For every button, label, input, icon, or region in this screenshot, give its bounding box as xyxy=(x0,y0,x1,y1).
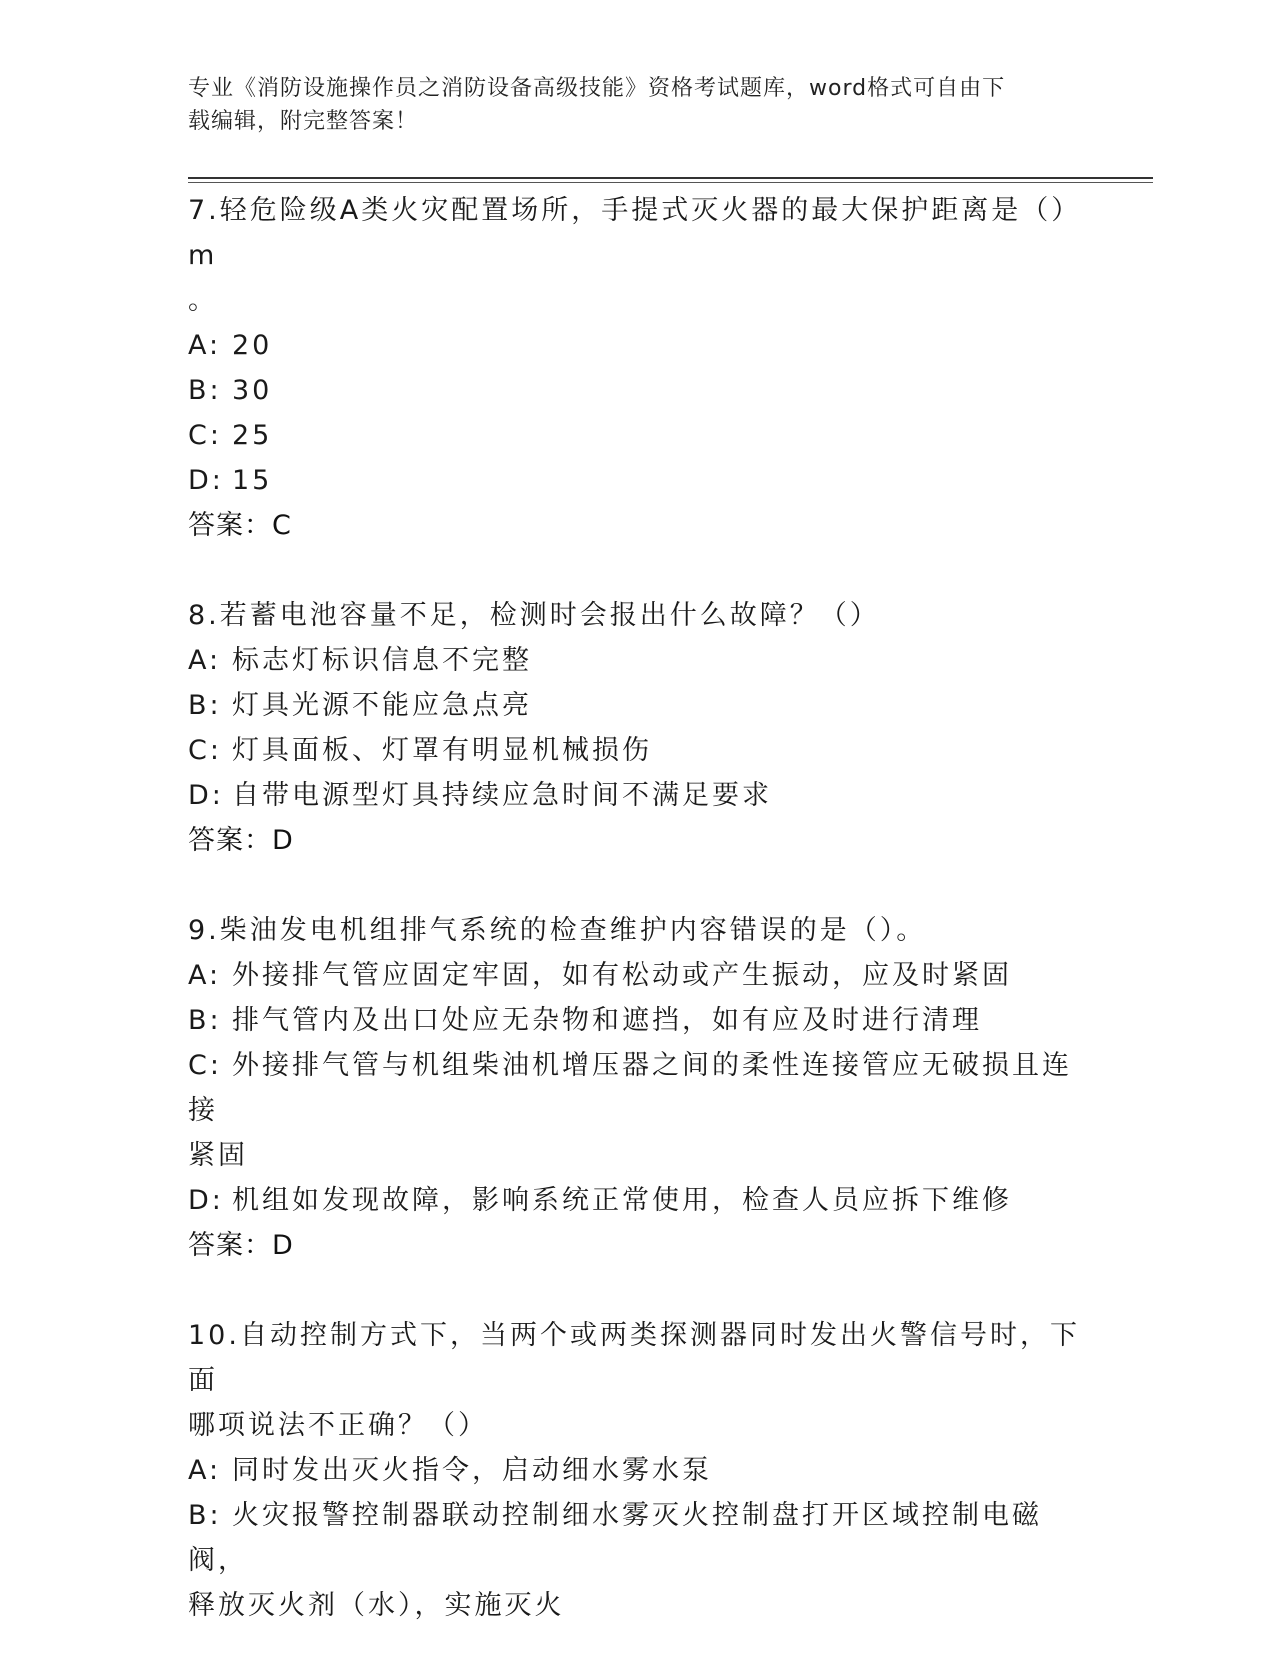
answer-key: 答案：C xyxy=(188,510,292,541)
answer-key: 答案：D xyxy=(188,1230,294,1261)
question-stem: 10.自动控制方式下，当两个或两类探测器同时发出火警信号时，下面 xyxy=(188,1320,1080,1396)
document-header xyxy=(188,72,1068,138)
option-label: C: xyxy=(188,1050,222,1081)
option-text: 排气管内及出口处应无杂物和遮挡，如有应及时进行清理 xyxy=(232,1005,982,1036)
option-text: 20 xyxy=(232,330,273,361)
option-a xyxy=(188,323,1088,368)
header-line-1: 专业《消防设施操作员之消防设备高级技能》资格考试题库，word格式可自由下 xyxy=(188,76,1006,101)
option-text: 机组如发现故障，影响系统正常使用，检查人员应拆下维修 xyxy=(232,1185,1012,1216)
header-divider-thick xyxy=(188,177,1153,179)
option-text: 自带电源型灯具持续应急时间不满足要求 xyxy=(232,780,772,811)
option-a xyxy=(188,638,1088,683)
option-text: 火灾报警控制器联动控制细水雾灭火控制盘打开区域控制电磁阀， xyxy=(188,1500,1042,1576)
option-c-continued: 紧固 xyxy=(188,1140,248,1171)
option-b xyxy=(188,1493,1088,1583)
option-a xyxy=(188,1448,1088,1493)
option-text: 外接排气管应固定牢固，如有松动或产生振动，应及时紧固 xyxy=(232,960,1012,991)
option-label: B: xyxy=(188,690,222,721)
question-8 xyxy=(188,593,1088,863)
option-d xyxy=(188,1178,1088,1223)
question-10 xyxy=(188,1313,1088,1628)
option-label: B: xyxy=(188,1005,222,1036)
option-text: 同时发出灭火指令，启动细水雾水泵 xyxy=(232,1455,712,1486)
option-label: D: xyxy=(188,1185,224,1216)
question-stem: 7.轻危险级A类火灾配置场所，手提式灭火器的最大保护距离是（）m xyxy=(188,195,1082,271)
option-label: D: xyxy=(188,780,224,811)
option-label: A: xyxy=(188,1455,222,1486)
option-text: 25 xyxy=(232,420,273,451)
question-stem: 9.柴油发电机组排气系统的检查维护内容错误的是（）。 xyxy=(188,915,927,946)
option-c xyxy=(188,413,1088,458)
option-label: B: xyxy=(188,1500,222,1531)
option-c xyxy=(188,1043,1088,1133)
option-c xyxy=(188,728,1088,773)
question-list xyxy=(188,188,1088,1673)
question-stem: 8.若蓄电池容量不足，检测时会报出什么故障？（） xyxy=(188,600,880,631)
answer-key: 答案：D xyxy=(188,825,294,856)
option-label: A: xyxy=(188,645,222,676)
option-b xyxy=(188,683,1088,728)
option-b xyxy=(188,368,1088,413)
option-label: C: xyxy=(188,420,222,451)
option-d xyxy=(188,458,1088,503)
question-stem-continued: 哪项说法不正确？（） xyxy=(188,1410,488,1441)
option-b xyxy=(188,998,1088,1043)
option-text: 标志灯标识信息不完整 xyxy=(232,645,532,676)
question-stem-continued: 。 xyxy=(188,285,218,316)
option-text: 15 xyxy=(232,465,273,496)
question-9 xyxy=(188,908,1088,1268)
option-text: 30 xyxy=(232,375,273,406)
header-line-2: 载编辑，附完整答案！ xyxy=(188,109,419,134)
option-label: A: xyxy=(188,960,222,991)
option-b-continued: 释放灭火剂（水），实施灭火 xyxy=(188,1590,565,1621)
option-label: D: xyxy=(188,465,224,496)
option-a xyxy=(188,953,1088,998)
option-text: 灯具面板、灯罩有明显机械损伤 xyxy=(232,735,652,766)
option-label: C: xyxy=(188,735,222,766)
option-text: 外接排气管与机组柴油机增压器之间的柔性连接管应无破损且连接 xyxy=(188,1050,1072,1126)
header-divider-thin xyxy=(188,182,1153,183)
option-label: A: xyxy=(188,330,222,361)
option-d xyxy=(188,773,1088,818)
option-text: 灯具光源不能应急点亮 xyxy=(232,690,532,721)
question-7 xyxy=(188,188,1088,548)
option-label: B: xyxy=(188,375,222,406)
